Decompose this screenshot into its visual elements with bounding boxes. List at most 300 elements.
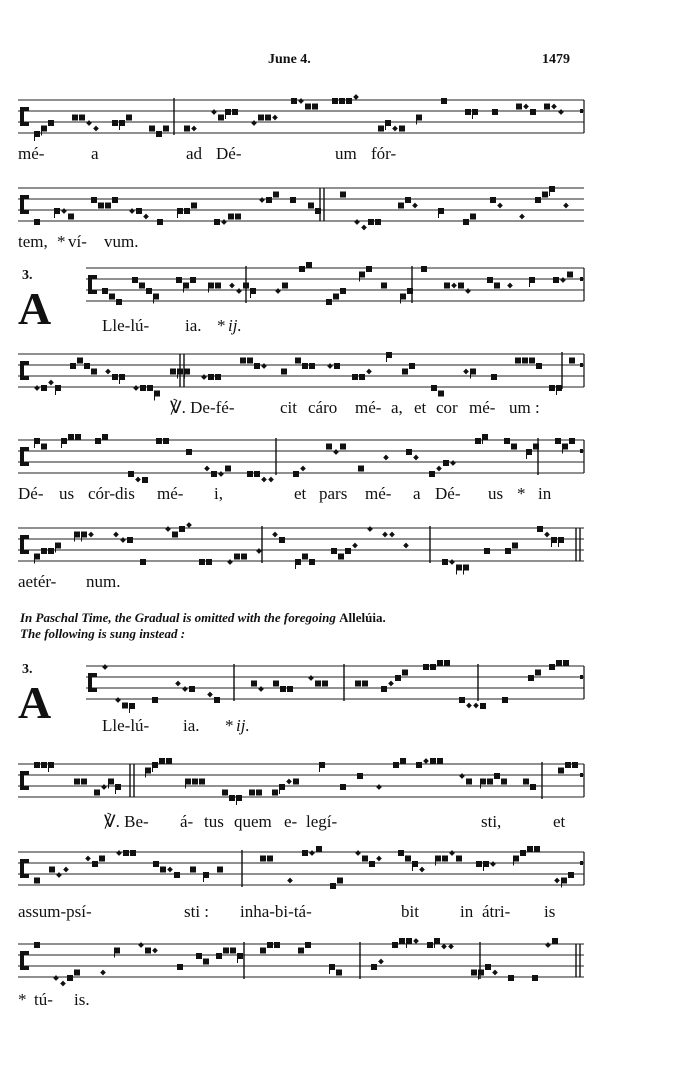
neume-punctum: [491, 374, 497, 380]
neume-punctum: [400, 758, 406, 764]
neume-rhombus: [382, 532, 388, 538]
neume-rhombus: [93, 126, 99, 132]
neume-punctum: [67, 975, 73, 981]
neume-punctum: [241, 554, 247, 560]
neume-punctum: [442, 559, 448, 565]
neume-punctum: [153, 861, 159, 867]
neume-punctum: [145, 948, 151, 954]
neume-punctum: [333, 294, 339, 300]
neume-punctum: [549, 385, 555, 391]
lyric-syllable: us: [59, 484, 75, 503]
lyric-syllable: ℣. De-fé-: [170, 398, 235, 417]
neume-punctum: [569, 358, 575, 364]
neume-rhombus: [560, 277, 566, 283]
neume-punctum: [256, 790, 262, 796]
neume-rhombus: [34, 385, 40, 391]
asterisk-mark: *: [18, 990, 27, 1009]
neume-punctum: [274, 942, 280, 948]
custos-icon: [580, 449, 583, 453]
neume-rhombus: [261, 477, 267, 483]
neume-rhombus: [450, 460, 456, 466]
neume-punctum: [530, 784, 536, 790]
neume-punctum: [249, 790, 255, 796]
neume-punctum: [487, 277, 493, 283]
neume-punctum: [315, 208, 321, 214]
lyric-syllable: assum-psí-: [18, 902, 92, 921]
neume-punctum: [555, 438, 561, 444]
neume-rhombus: [116, 850, 122, 856]
lyrics-line: [18, 484, 588, 508]
neume-punctum: [345, 548, 351, 554]
c-clef-icon: [20, 195, 24, 214]
neume-rhombus: [175, 681, 181, 687]
neume-punctum: [366, 266, 372, 272]
neume-rhombus: [413, 455, 419, 461]
lyric-syllable: quem: [234, 812, 272, 831]
neume-rhombus: [366, 369, 372, 375]
neume-punctum: [395, 675, 401, 681]
neume-rhombus: [473, 703, 479, 709]
neume-punctum: [41, 444, 47, 450]
lyrics-line: [18, 144, 588, 168]
neume-punctum: [92, 861, 98, 867]
neume-punctum: [79, 115, 85, 121]
neume-rhombus: [353, 94, 359, 100]
neume-punctum: [267, 856, 273, 862]
neume-punctum: [508, 975, 514, 981]
neume-punctum: [215, 374, 221, 380]
neume-rhombus: [300, 466, 306, 472]
neume-punctum: [480, 703, 486, 709]
neume-rhombus: [259, 197, 265, 203]
neume-rhombus: [558, 109, 564, 115]
neume-rhombus: [459, 773, 465, 779]
neume-punctum: [326, 444, 332, 450]
neume-rhombus: [554, 878, 560, 884]
neume-punctum: [281, 369, 287, 375]
page-number: 1479: [542, 52, 570, 67]
lyric-syllable: tem,: [18, 232, 48, 251]
c-clef-icon: [88, 673, 92, 692]
neume-punctum: [358, 466, 364, 472]
lyrics-line: [18, 572, 588, 596]
neume-punctum: [112, 197, 118, 203]
neume-punctum: [438, 391, 444, 397]
neume-punctum: [147, 385, 153, 391]
neume-punctum: [94, 790, 100, 796]
neume-punctum: [112, 120, 118, 126]
neume-punctum: [398, 850, 404, 856]
mode-number: 3.: [22, 662, 33, 677]
neume-rhombus: [466, 703, 472, 709]
lyric-syllable: mé-: [157, 484, 184, 503]
neume-punctum: [260, 948, 266, 954]
neume-punctum: [203, 959, 209, 965]
neume-punctum: [441, 98, 447, 104]
neume-punctum: [77, 358, 83, 364]
neume-rhombus: [275, 288, 281, 294]
custos-icon: [580, 861, 583, 865]
c-clef-icon: [20, 535, 24, 554]
lyric-syllable: bit: [401, 902, 419, 921]
neume-rhombus: [354, 219, 360, 225]
lyric-syllable: cit: [280, 398, 297, 417]
neume-rhombus: [448, 944, 454, 950]
neume-punctum: [463, 219, 469, 225]
neume-rhombus: [105, 369, 111, 375]
neume-punctum: [282, 283, 288, 289]
lyrics-line: [18, 232, 588, 256]
lyric-syllable: in: [538, 484, 552, 503]
neume-punctum: [339, 98, 345, 104]
neume-punctum: [563, 660, 569, 666]
custos-icon: [580, 773, 583, 777]
neume-punctum: [308, 203, 314, 209]
lyric-syllable: tus: [204, 812, 224, 831]
neume-punctum: [280, 686, 286, 692]
neume-rhombus: [129, 208, 135, 214]
c-clef-icon: [24, 447, 29, 451]
chant-staff: [86, 260, 588, 324]
neume-punctum: [337, 878, 343, 884]
lyric-syllable: átri-: [482, 902, 511, 921]
neume-rhombus: [227, 559, 233, 565]
lyrics-line: [18, 716, 588, 740]
neume-punctum: [102, 288, 108, 294]
lyric-syllable: legí-: [306, 812, 338, 831]
neume-punctum: [279, 537, 285, 543]
neume-punctum: [217, 867, 223, 873]
neume-punctum: [371, 964, 377, 970]
lyric-syllable: Dé-: [216, 144, 242, 163]
neume-punctum: [309, 363, 315, 369]
neume-punctum: [494, 283, 500, 289]
rubric-note: [20, 610, 590, 642]
neume-rhombus: [85, 856, 91, 862]
neume-punctum: [430, 664, 436, 670]
neume-punctum: [501, 779, 507, 785]
asterisk-mark: *: [217, 316, 226, 335]
lyric-syllable: ij.: [236, 716, 250, 735]
neume-punctum: [421, 266, 427, 272]
neume-punctum: [484, 548, 490, 554]
lyric-syllable: á-: [180, 812, 194, 831]
lyric-syllable: ia.: [185, 316, 202, 335]
neume-rhombus: [449, 850, 455, 856]
neume-rhombus: [490, 861, 496, 867]
c-clef-icon: [24, 874, 29, 878]
neume-punctum: [68, 434, 74, 440]
neume-punctum: [316, 846, 322, 852]
neume-rhombus: [165, 526, 171, 532]
neume-punctum: [407, 288, 413, 294]
neume-punctum: [340, 192, 346, 198]
neume-punctum: [34, 878, 40, 884]
neume-rhombus: [376, 856, 382, 862]
neume-punctum: [70, 363, 76, 369]
neume-punctum: [48, 548, 54, 554]
neume-punctum: [340, 288, 346, 294]
asterisk-mark: *: [57, 232, 66, 251]
custos-icon: [580, 109, 583, 113]
lyric-syllable: tú-: [34, 990, 53, 1009]
neume-rhombus: [88, 532, 94, 538]
neume-rhombus: [519, 214, 525, 220]
neume-punctum: [179, 526, 185, 532]
neume-punctum: [91, 197, 97, 203]
neume-punctum: [126, 115, 132, 121]
neume-punctum: [568, 872, 574, 878]
neume-punctum: [159, 758, 165, 764]
neume-punctum: [91, 369, 97, 375]
neume-punctum: [471, 970, 477, 976]
lyric-syllable: sti :: [184, 902, 210, 921]
neume-punctum: [140, 559, 146, 565]
neume-punctum: [254, 363, 260, 369]
lyric-syllable: e-: [284, 812, 298, 831]
neume-punctum: [156, 131, 162, 137]
lyric-syllable: in: [460, 902, 474, 921]
neume-punctum: [405, 856, 411, 862]
neume-punctum: [273, 681, 279, 687]
mode-number: 3.: [22, 268, 33, 283]
neume-punctum: [229, 795, 235, 801]
neume-punctum: [222, 790, 228, 796]
lyric-syllable: is.: [74, 990, 90, 1009]
neume-rhombus: [218, 471, 224, 477]
neume-punctum: [41, 548, 47, 554]
neume-rhombus: [389, 532, 395, 538]
neume-punctum: [443, 460, 449, 466]
lyrics-line: [18, 990, 588, 1014]
neume-punctum: [442, 856, 448, 862]
neume-punctum: [116, 299, 122, 305]
neume-punctum: [157, 219, 163, 225]
neume-punctum: [166, 758, 172, 764]
neume-punctum: [494, 773, 500, 779]
neume-rhombus: [182, 686, 188, 692]
neume-punctum: [260, 856, 266, 862]
lyric-syllable: cor: [436, 398, 458, 417]
neume-punctum: [105, 203, 111, 209]
neume-punctum: [199, 559, 205, 565]
neume-punctum: [553, 277, 559, 283]
neume-punctum: [369, 861, 375, 867]
neume-rhombus: [138, 942, 144, 948]
neume-punctum: [299, 266, 305, 272]
neume-punctum: [48, 120, 54, 126]
neume-punctum: [340, 444, 346, 450]
lyric-syllable: i,: [214, 484, 223, 503]
neume-punctum: [146, 288, 152, 294]
neume-rhombus: [492, 970, 498, 976]
lyric-syllable: Dé-: [18, 484, 44, 503]
c-clef-icon: [88, 275, 92, 294]
neume-rhombus: [56, 872, 62, 878]
neume-rhombus: [545, 942, 551, 948]
neume-punctum: [399, 938, 405, 944]
neume-punctum: [572, 762, 578, 768]
neume-punctum: [515, 358, 521, 364]
neume-rhombus: [376, 784, 382, 790]
neume-rhombus: [100, 970, 106, 976]
neume-punctum: [49, 867, 55, 873]
neume-rhombus: [251, 120, 257, 126]
neume-punctum: [199, 779, 205, 785]
neume-punctum: [505, 548, 511, 554]
neume-punctum: [41, 762, 47, 768]
neume-punctum: [172, 532, 178, 538]
neume-punctum: [520, 850, 526, 856]
initial-capital: A: [18, 677, 52, 728]
neume-punctum: [334, 363, 340, 369]
neume-punctum: [128, 471, 134, 477]
chant-staff: [18, 844, 588, 908]
neume-punctum: [346, 98, 352, 104]
neume-punctum: [177, 964, 183, 970]
neume-rhombus: [133, 385, 139, 391]
neume-rhombus: [544, 532, 550, 538]
staff-svg: [86, 658, 588, 722]
c-clef-icon: [24, 550, 29, 554]
neume-punctum: [287, 686, 293, 692]
lyric-syllable: Lle-lú-: [102, 716, 150, 735]
neume-punctum: [72, 115, 78, 121]
staff-svg: [86, 260, 588, 324]
neume-rhombus: [333, 449, 339, 455]
neume-punctum: [527, 846, 533, 852]
neume-punctum: [174, 872, 180, 878]
neume-punctum: [298, 948, 304, 954]
neume-rhombus: [286, 779, 292, 785]
neume-punctum: [437, 758, 443, 764]
custos-icon: [580, 363, 583, 367]
neume-punctum: [139, 283, 145, 289]
neume-punctum: [214, 697, 220, 703]
neume-rhombus: [53, 975, 59, 981]
neume-rhombus: [48, 380, 54, 386]
neume-punctum: [523, 779, 529, 785]
lyric-syllable: is: [544, 902, 556, 921]
neume-rhombus: [352, 543, 358, 549]
neume-punctum: [470, 214, 476, 220]
neume-punctum: [552, 938, 558, 944]
neume-rhombus: [497, 203, 503, 209]
asterisk-mark: *: [225, 716, 234, 735]
neume-punctum: [322, 681, 328, 687]
neume-punctum: [465, 109, 471, 115]
neume-punctum: [406, 449, 412, 455]
neume-punctum: [399, 126, 405, 132]
neume-punctum: [378, 126, 384, 132]
neume-rhombus: [101, 784, 107, 790]
neume-punctum: [186, 449, 192, 455]
neume-punctum: [381, 283, 387, 289]
neume-punctum: [225, 466, 231, 472]
neume-punctum: [533, 444, 539, 450]
lyric-syllable: ℣. Be-: [104, 812, 149, 831]
neume-punctum: [140, 385, 146, 391]
neume-punctum: [431, 385, 437, 391]
lyrics-line: [18, 902, 588, 926]
neume-punctum: [430, 758, 436, 764]
neume-rhombus: [86, 120, 92, 126]
neume-punctum: [34, 942, 40, 948]
neume-rhombus: [441, 944, 447, 950]
neume-punctum: [240, 358, 246, 364]
neume-punctum: [254, 471, 260, 477]
neume-punctum: [312, 104, 318, 110]
c-clef-icon: [24, 376, 29, 380]
lyric-syllable: aetér-: [18, 572, 57, 591]
lyric-syllable: mé-: [355, 398, 382, 417]
neume-punctum: [536, 363, 542, 369]
neume-rhombus: [201, 374, 207, 380]
neume-punctum: [352, 374, 358, 380]
c-clef-icon: [24, 107, 29, 111]
neume-punctum: [132, 277, 138, 283]
neume-rhombus: [60, 981, 66, 987]
c-clef-icon: [92, 688, 97, 692]
neume-punctum: [534, 846, 540, 852]
c-clef-icon: [24, 122, 29, 126]
neume-rhombus: [229, 283, 235, 289]
neume-rhombus: [563, 203, 569, 209]
lyric-syllable: um: [335, 144, 357, 163]
neume-punctum: [302, 363, 308, 369]
neume-punctum: [402, 670, 408, 676]
neume-punctum: [247, 471, 253, 477]
neume-punctum: [368, 219, 374, 225]
neume-punctum: [444, 660, 450, 666]
lyric-syllable: inha-bi-tá-: [240, 902, 312, 921]
neume-punctum: [565, 762, 571, 768]
neume-punctum: [190, 867, 196, 873]
neume-punctum: [392, 942, 398, 948]
lyric-syllable: mé-: [18, 144, 45, 163]
neume-punctum: [152, 697, 158, 703]
neume-punctum: [122, 703, 128, 709]
neume-rhombus: [298, 98, 304, 104]
neume-punctum: [567, 272, 573, 278]
neume-punctum: [535, 197, 541, 203]
lyric-syllable: et: [294, 484, 307, 503]
neume-rhombus: [449, 559, 455, 565]
lyric-syllable: cór-dis: [88, 484, 135, 503]
c-clef-icon: [24, 951, 29, 955]
neume-punctum: [302, 850, 308, 856]
neume-rhombus: [412, 203, 418, 209]
neume-rhombus: [388, 681, 394, 687]
lyrics-line: [18, 812, 588, 836]
neume-rhombus: [268, 477, 274, 483]
neume-punctum: [558, 768, 564, 774]
c-clef-icon: [20, 951, 24, 970]
neume-punctum: [211, 471, 217, 477]
neume-punctum: [74, 779, 80, 785]
neume-punctum: [305, 104, 311, 110]
neume-punctum: [102, 434, 108, 440]
lyric-syllable: cáro: [308, 398, 338, 417]
neume-punctum: [456, 856, 462, 862]
neume-punctum: [409, 363, 415, 369]
chant-staff: [86, 658, 588, 722]
neume-rhombus: [191, 126, 197, 132]
rubric-line-1: In Paschal Time, the Gradual is omitted with the foregoing: [20, 610, 336, 625]
neume-punctum: [109, 294, 115, 300]
neume-punctum: [302, 554, 308, 560]
neume-rhombus: [211, 109, 217, 115]
